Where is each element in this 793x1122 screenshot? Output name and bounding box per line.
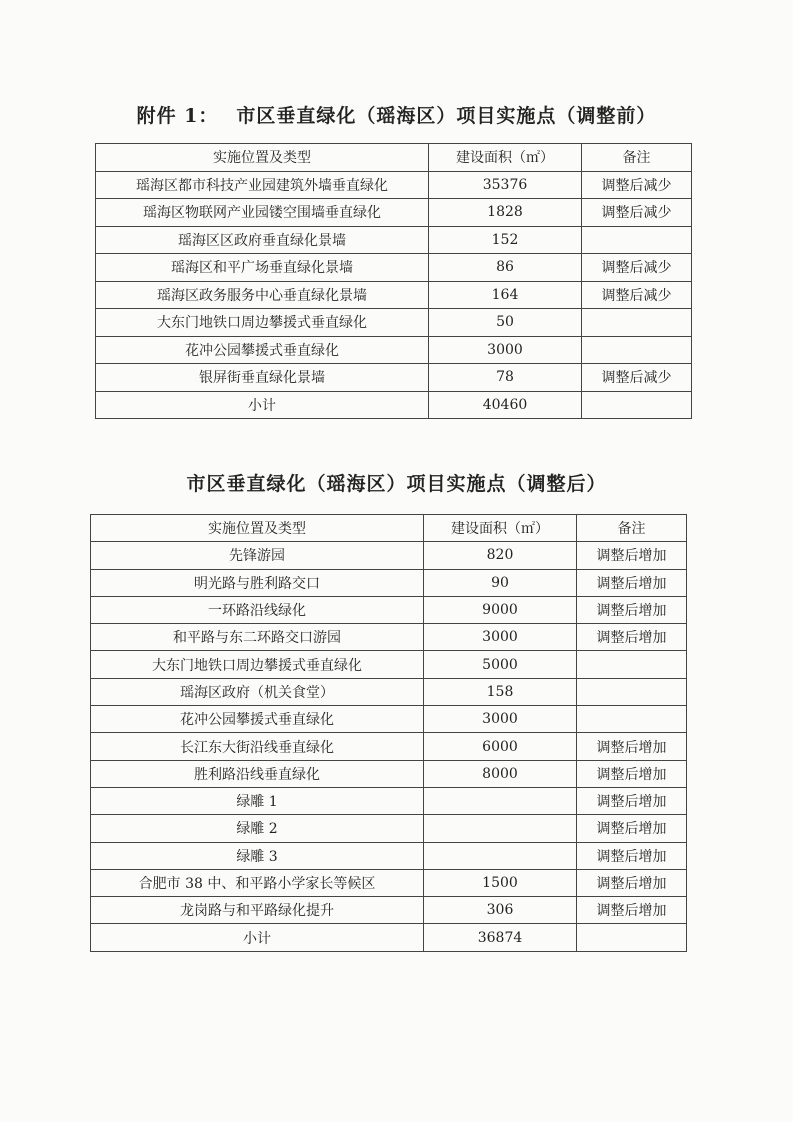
- cell-remark: 调整后增加: [577, 569, 687, 596]
- attachment-label: 附件 1：: [136, 105, 219, 127]
- cell-location: 瑶海区区政府垂直绿化景墙: [96, 226, 429, 254]
- cell-remark: 调整后增加: [577, 897, 687, 924]
- table-row: [91, 842, 687, 869]
- cell-location: 花冲公园攀援式垂直绿化: [96, 336, 429, 364]
- table1-body: [96, 171, 692, 419]
- cell-area: 3000: [424, 706, 577, 733]
- cell-area: 1828: [429, 199, 582, 227]
- header-remark: 备注: [577, 515, 687, 542]
- table-row: [91, 787, 687, 814]
- after-adjustment-table: [90, 514, 687, 952]
- table-row: [91, 651, 687, 678]
- cell-location: 合肥市 38 中、和平路小学家长等候区: [91, 869, 424, 896]
- table-row: [96, 336, 692, 364]
- header-remark: 备注: [582, 144, 692, 172]
- table-row: [91, 706, 687, 733]
- subtotal-row: [91, 924, 687, 951]
- cell-location: 瑶海区政务服务中心垂直绿化景墙: [96, 281, 429, 309]
- table2-title: 市区垂直绿化（瑶海区）项目实施点（调整后）: [186, 473, 607, 495]
- cell-area: 158: [424, 678, 577, 705]
- cell-remark: [577, 678, 687, 705]
- table-header-row: [91, 515, 687, 542]
- cell-area: 9000: [424, 596, 577, 623]
- cell-remark: [582, 391, 692, 419]
- cell-location: 绿雕 2: [91, 815, 424, 842]
- table-row: [91, 624, 687, 651]
- cell-area: 1500: [424, 869, 577, 896]
- cell-area: 3000: [429, 336, 582, 364]
- table1-title-text: 市区垂直绿化（瑶海区）项目实施点（调整前）: [236, 105, 657, 127]
- cell-location: 绿雕 3: [91, 842, 424, 869]
- cell-location: 明光路与胜利路交口: [91, 569, 424, 596]
- cell-remark: 调整后增加: [577, 815, 687, 842]
- cell-remark: 调整后增加: [577, 869, 687, 896]
- header-area: 建设面积（㎡）: [424, 515, 577, 542]
- table-row: [96, 364, 692, 392]
- table-row: [91, 733, 687, 760]
- cell-area: 35376: [429, 171, 582, 199]
- table-row: [91, 596, 687, 623]
- cell-remark: [582, 336, 692, 364]
- header-location: 实施位置及类型: [91, 515, 424, 542]
- cell-remark: [577, 651, 687, 678]
- cell-location: 胜利路沿线垂直绿化: [91, 760, 424, 787]
- cell-remark: [582, 309, 692, 337]
- cell-area: 306: [424, 897, 577, 924]
- cell-area: 6000: [424, 733, 577, 760]
- cell-remark: 调整后减少: [582, 199, 692, 227]
- cell-remark: 调整后增加: [577, 624, 687, 651]
- cell-location: 龙岗路与和平路绿化提升: [91, 897, 424, 924]
- cell-area: 90: [424, 569, 577, 596]
- table-row: [96, 226, 692, 254]
- cell-remark: 调整后增加: [577, 760, 687, 787]
- cell-area: [424, 842, 577, 869]
- cell-remark: 调整后增加: [577, 787, 687, 814]
- cell-area: 5000: [424, 651, 577, 678]
- cell-location: 瑶海区物联网产业园镂空围墙垂直绿化: [96, 199, 429, 227]
- cell-location: 大东门地铁口周边攀援式垂直绿化: [96, 309, 429, 337]
- table-row: [96, 254, 692, 282]
- table1-title: [0, 101, 793, 128]
- cell-area: 86: [429, 254, 582, 282]
- cell-area: 36874: [424, 924, 577, 951]
- cell-location: 瑶海区都市科技产业园建筑外墙垂直绿化: [96, 171, 429, 199]
- table-row: [91, 815, 687, 842]
- before-adjustment-table: [95, 143, 692, 419]
- table-row: [91, 760, 687, 787]
- table-row: [91, 678, 687, 705]
- cell-area: 40460: [429, 391, 582, 419]
- cell-location: 瑶海区政府（机关食堂）: [91, 678, 424, 705]
- table-row: [96, 171, 692, 199]
- cell-location: 和平路与东二环路交口游园: [91, 624, 424, 651]
- cell-remark: 调整后减少: [582, 281, 692, 309]
- cell-remark: 调整后减少: [582, 254, 692, 282]
- cell-location: 绿雕 1: [91, 787, 424, 814]
- cell-area: 78: [429, 364, 582, 392]
- cell-remark: 调整后减少: [582, 171, 692, 199]
- header-area: 建设面积（㎡）: [429, 144, 582, 172]
- cell-remark: 调整后增加: [577, 842, 687, 869]
- cell-location: 长江东大街沿线垂直绿化: [91, 733, 424, 760]
- header-location: 实施位置及类型: [96, 144, 429, 172]
- cell-area: 820: [424, 542, 577, 569]
- cell-location: 银屏街垂直绿化景墙: [96, 364, 429, 392]
- cell-location: 小计: [96, 391, 429, 419]
- table-row: [91, 542, 687, 569]
- table2-body: [91, 542, 687, 951]
- table-row: [96, 309, 692, 337]
- cell-remark: 调整后增加: [577, 596, 687, 623]
- cell-remark: 调整后增加: [577, 733, 687, 760]
- cell-area: 152: [429, 226, 582, 254]
- subtotal-row: [96, 391, 692, 419]
- cell-area: 3000: [424, 624, 577, 651]
- table-header-row: [96, 144, 692, 172]
- cell-area: 50: [429, 309, 582, 337]
- cell-location: 一环路沿线绿化: [91, 596, 424, 623]
- table-row: [91, 869, 687, 896]
- cell-location: 小计: [91, 924, 424, 951]
- cell-remark: 调整后增加: [577, 542, 687, 569]
- cell-remark: [577, 706, 687, 733]
- table-row: [91, 569, 687, 596]
- cell-remark: 调整后减少: [582, 364, 692, 392]
- cell-location: 花冲公园攀援式垂直绿化: [91, 706, 424, 733]
- table-row: [91, 897, 687, 924]
- table-row: [96, 199, 692, 227]
- table-row: [96, 281, 692, 309]
- cell-area: [424, 815, 577, 842]
- cell-area: 8000: [424, 760, 577, 787]
- cell-area: [424, 787, 577, 814]
- cell-area: 164: [429, 281, 582, 309]
- cell-location: 瑶海区和平广场垂直绿化景墙: [96, 254, 429, 282]
- cell-location: 先锋游园: [91, 542, 424, 569]
- cell-location: 大东门地铁口周边攀援式垂直绿化: [91, 651, 424, 678]
- cell-remark: [577, 924, 687, 951]
- cell-remark: [582, 226, 692, 254]
